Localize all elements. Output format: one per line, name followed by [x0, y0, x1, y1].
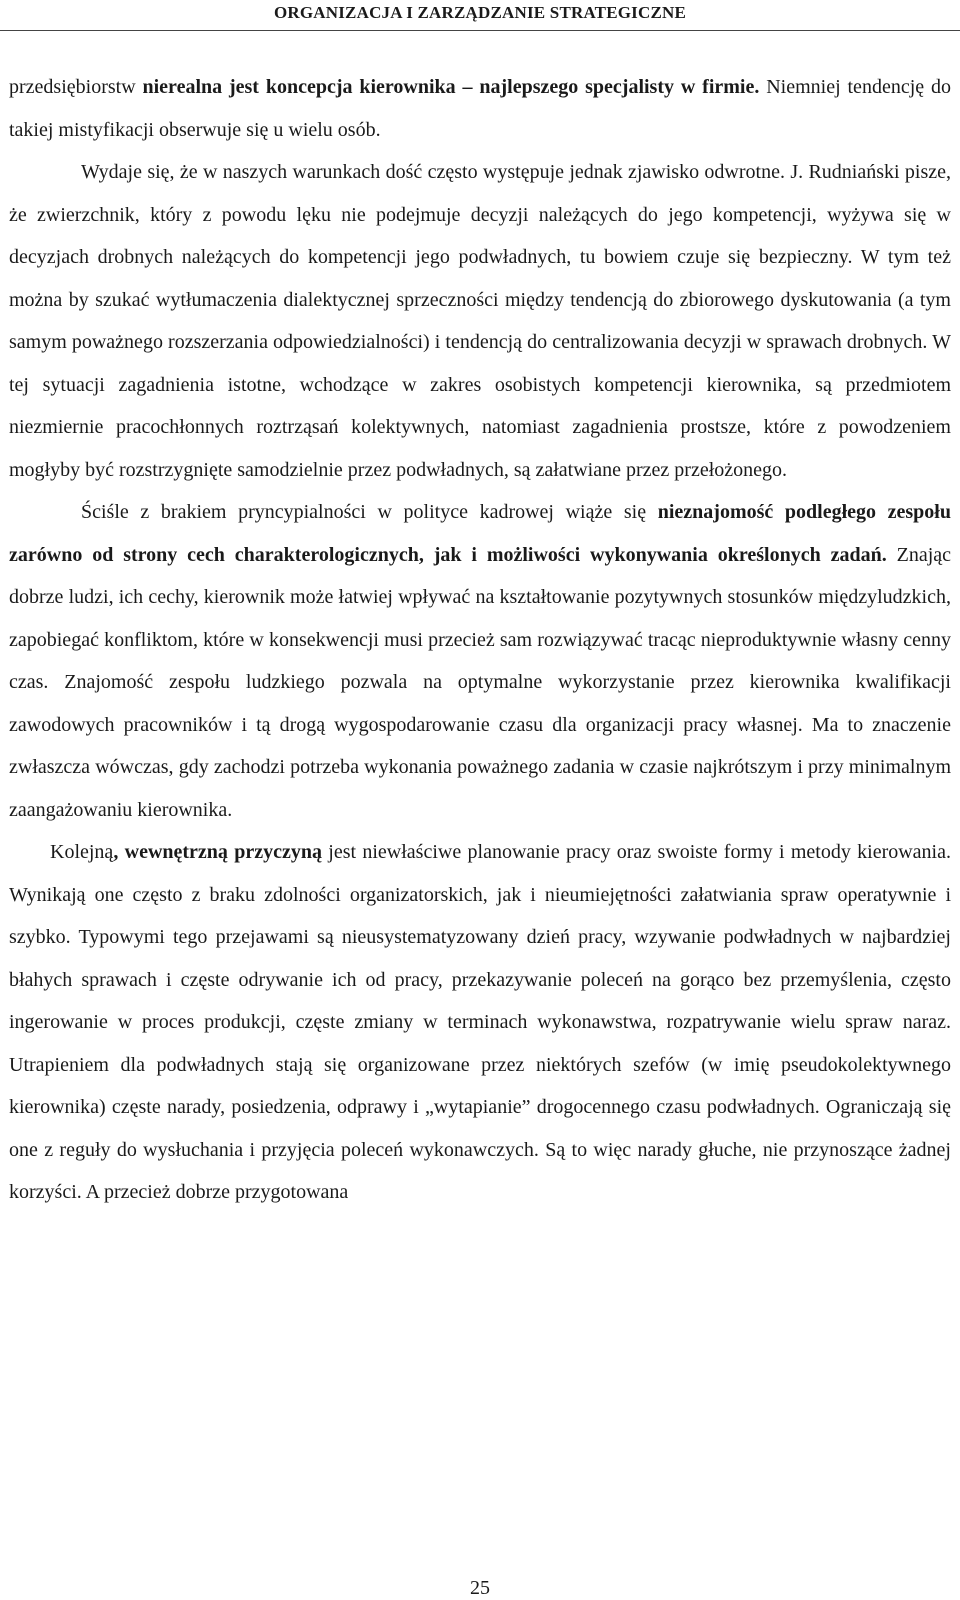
paragraph [9, 831, 951, 1214]
bold-text-segment: nieznajomość podległego zespołu zarówno od strony cech charakterologicznych, jak i możliwości wykonywania określonych zadań. [9, 501, 951, 566]
text-segment: Znając dobrze ludzi, ich cechy, kierownik może łatwiej wpływać na kształtowanie pozytywnych stosunków międzyludzkich, zapobiegać konfliktom, które w konsekwencji musi przecież sam rozwiązywać tracąc nieproduktywnie własny cenny czas. Znajomość zespołu ludzkiego pozwala na optymalne wykorzystanie przez kierownika kwalifikacji zawodowych pracowników i tą drogą wygospodarowanie czasu dla organizacji pracy własnej. Ma to znaczenie zwłaszcza wówczas, gdy zachodzi potrzeba wykonania poważnego zadania w czasie najkrótszym i przy minimalnym zaangażowaniu kierownika. [9, 543, 952, 821]
body-text [9, 66, 951, 1214]
bold-text-segment: nierealna jest koncepcja kierownika – najlepszego specjalisty w firmie. [142, 76, 760, 98]
bold-text-segment: , wewnętrzną przyczyną [113, 841, 322, 863]
text-segment: jest niewłaściwe planowanie pracy oraz swoiste formy i metody kierowania. Wynikają one często z braku zdolności organizatorskich, jak i nieumiejętności załatwiania spraw operatywnie i szybko. Typowymi tego przejawami są nieusystematyzowany dzień pracy, wzywanie podwładnych w najbardziej błahych sprawach i częste odrywanie ich od pracy, przekazywanie poleceń na gorąco bez przemyślenia, często ingerowanie w proces produkcji, częste zmiany w terminach wykonawstwa, rozpatrywanie wielu spraw naraz. Utrapieniem dla podwładnych stają się organizowane przez niektórych szefów (w imię pseudokolektywnego kierownika) częste narady, posiedzenia, odprawy i „wytapianie” drogocennego czasu podwładnych. Ograniczają się one z reguły do wysłuchania i przyjęcia poleceń wykonawczych. Są to więc narady głuche, nie przynoszące żadnej korzyści. A przecież dobrze przygotowana [9, 841, 951, 1203]
text-segment: Wydaje się, że w naszych warunkach dość często występuje jednak zjawisko odwrotne. J. Rudniański pisze, że zwierzchnik, który z powodu lęku nie podejmuje decyzji należących do jego kompetencji, wyżywa się w decyzjach drobnych należących do kompetencji jego podwładnych, tu bowiem czuje się bezpieczny. W tym też można by szukać wytłumaczenia dialektycznej sprzeczności między tendencją do zbiorowego dyskutowania (a tym samym poważnego rozszerzania odpowiedzialności) i tendencją do centralizowania decyzji w sprawach drobnych. W tej sytuacji zagadnienia istotne, wchodzące w zakres osobistych kompetencji kierownika, są przedmiotem niezmiernie pracochłonnych roztrząsań kolektywnych, natomiast zagadnienia prostsze, które z powodzeniem mogłyby być rozstrzygnięte samodzielnie przez podwładnych, są załatwiane przez przełożonego. [9, 161, 951, 481]
paragraph [9, 66, 951, 151]
text-segment: przedsiębiorstw [9, 76, 143, 98]
text-segment: Niemniej tendencję do takiej mistyfikacji obserwuje się u wielu osób. [9, 76, 951, 141]
paragraph [9, 491, 951, 831]
running-header: ORGANIZACJA I ZARZĄDZANIE STRATEGICZNE [0, 0, 960, 31]
page-number: 25 [470, 1577, 490, 1599]
text-segment: Kolejną [50, 841, 114, 863]
paragraph [9, 151, 951, 491]
text-segment: Ściśle z brakiem pryncypialności w polityce kadrowej wiąże się [81, 501, 658, 523]
